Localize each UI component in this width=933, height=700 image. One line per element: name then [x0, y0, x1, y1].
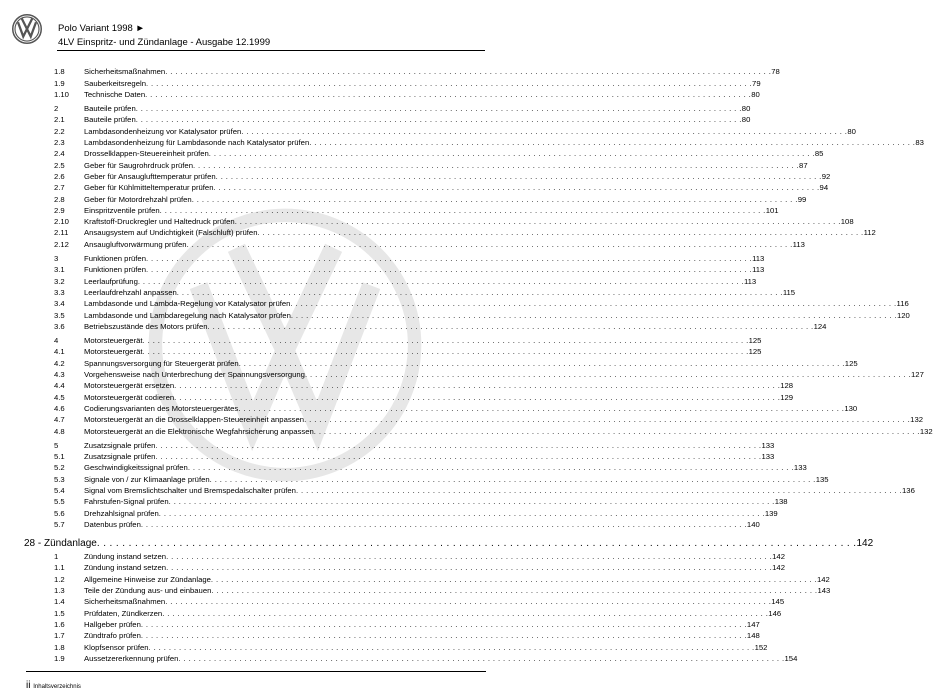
- toc-title: Bauteile prüfen: [84, 115, 136, 125]
- toc-title: Prüfdaten, Zündkerzen: [84, 608, 163, 618]
- toc-row[interactable]: [54, 451, 775, 462]
- toc-title: Zusatzsignale prüfen: [84, 440, 156, 450]
- toc-leader-dots: . . . . . . . . . . . . . . . . . . . . . . . . . . . . . . . . . . . . . . . . . . . . . . . . . . . . . . . . . . . . . . . . . . . . . . . . . . . . . . . . . . . . . . . . . . . . . . . . . . . . . . . . . . . . . . . . . . . . . . . .: [187, 463, 794, 473]
- toc-row[interactable]: [54, 473, 829, 484]
- toc-page-number: 133: [761, 452, 775, 462]
- toc-row[interactable]: [54, 227, 876, 238]
- toc-title: Teile der Zündung aus- und einbauen: [84, 586, 212, 596]
- toc-leader-dots: . . . . . . . . . . . . . . . . . . . . . . . . . . . . . . . . . . . . . . . . . . . . . . . . . . . . . . . . . . . . . . . . . . . . . . . . . . . . . . . . . . . . . . . . . . . . . . . . . . . . . . . . . . . . . . . . . . . . . . . .: [145, 254, 753, 264]
- toc-row[interactable]: [54, 287, 796, 298]
- toc-row[interactable]: [54, 414, 923, 425]
- toc-page-number: 154: [784, 653, 798, 663]
- toc-number: 5.5: [54, 497, 65, 507]
- toc-row[interactable]: [54, 264, 765, 275]
- toc-number: 2.3: [54, 138, 65, 148]
- toc-leader-dots: . . . . . . . . . . . . . . . . . . . . . . . . . . . . . . . . . . . . . . . . . . . . . . . . . . . . . . . . . . . . . . . . . . . . . . . . . . . . . . . . . . . . . . . . . . . . . . . . . . . . . . . . . . . . . . . . . . . . . . . .: [186, 239, 793, 249]
- toc-page-number: 140: [746, 519, 760, 529]
- toc-page-number: 132: [910, 415, 923, 425]
- toc-number: 2.12: [54, 239, 69, 249]
- toc-title: Geber für Motordrehzahl prüfen: [84, 194, 192, 204]
- toc-number: 3.2: [54, 276, 65, 286]
- toc-leader-dots: . . . . . . . . . . . . . . . . . . . . . . . . . . . . . . . . . . . . . . . . . . . . . . . . . . . . . . . . . . . . . . . . . . . . . . . . . . . . . . . . . . . . . . . . . . . . . . . . . . . . . . . . . . . . . . . . . . . . . . . .: [192, 160, 800, 170]
- toc-number: 4: [54, 336, 59, 346]
- toc-title: Zündtrafo prüfen: [84, 631, 141, 641]
- toc-title: Codierungsvarianten des Motorsteuergerätes: [84, 403, 239, 413]
- toc-row[interactable]: [54, 182, 829, 193]
- toc-leader-dots: . . . . . . . . . . . . . . . . . . . . . . . . . . . . . . . . . . . . . . . . . . . . . . . . . . . . . . . . . . . . . . . . . . . . . . . . . . . . . . . . . . . . . . . . . . . . . . . . . . . . . . . . . . . . . . . . . . . . . . . .: [158, 508, 765, 518]
- toc-row[interactable]: [54, 596, 785, 607]
- toc-row[interactable]: [54, 425, 933, 436]
- toc-title: Vorgehensweise nach Unterbrechung der Spannungsversorgung: [84, 370, 305, 380]
- toc-number: 2.10: [54, 217, 69, 227]
- toc-page-number: 85: [814, 149, 824, 159]
- toc-title: Signale von / zur Klimaanlage prüfen: [84, 474, 210, 484]
- toc-title: Bauteile prüfen: [84, 104, 136, 114]
- toc-page-number: 80: [847, 126, 856, 136]
- toc-title: Funktionen prüfen: [84, 265, 146, 275]
- toc-title: Motorsteuergerät an die Drosselklappen-Steuereinheit anpassen: [84, 415, 305, 425]
- toc-number: 3.4: [54, 299, 65, 309]
- toc-page-number: 136: [902, 485, 915, 495]
- toc-page-number: 125: [748, 336, 762, 346]
- toc-leader-dots: . . . . . . . . . . . . . . . . . . . . . . . . . . . . . . . . . . . . . . . . . . . . . . . . . . . . . . . . . . . . . . . . . . . . . . . . . . . . . . . . . . . . . . . . . . . . . . . . . . . . . . . . . . . . . . . . . . . . . . . .: [168, 497, 775, 507]
- toc-number: 4.2: [54, 358, 65, 368]
- toc-leader-dots: . . . . . . . . . . . . . . . . . . . . . . . . . . . . . . . . . . . . . . . . . . . . . . . . . . . . . . . . . . . . . . . . . . . . . . . . . . . . . . . . . . . . . . . . . . . . . . . . . . . . . . . . . . . . . . . . . . . . . . . .: [166, 563, 773, 573]
- toc-page-number: 139: [764, 508, 778, 518]
- toc-title: Lambdasondenheizung für Lambdasonde nach Katalysator prüfen: [84, 138, 310, 148]
- toc-page-number: 80: [741, 115, 751, 125]
- toc-leader-dots: . . . . . . . . . . . . . . . . . . . . . . . . . . . . . . . . . . . . . . . . . . . . . . . . . . . . . . . . . . . . . . . . . . . . . . . . . . . . . . . . . . . . . . . . . . . . . . . . . . . . . . . . . . . . . . . . . . . . . . . .: [191, 194, 798, 204]
- toc-leader-dots: . . . . . . . . . . . . . . . . . . . . . . . . . . . . . . . . . . . . . . . . . . . . . . . . . . . . . . . . . . . . . . . . . . . . . . . . . . . . . . . . . . . . . . . . . . . . . . . . . . . . . . . . . . . . . . . . . . . . . . . .: [290, 310, 897, 320]
- toc-leader-dots: . . . . . . . . . . . . . . . . . . . . . . . . . . . . . . . . . . . . . . . . . . . . . . . . . . . . . . . . . . . . . . . . . . . . . . . . . . . . . . . . . . . . . . . . . . . . . . . . . . . . . . . . . . . . . . . . . . . . . . . .: [155, 440, 762, 450]
- toc-page-number: 135: [815, 474, 829, 484]
- toc-number: 5.2: [54, 463, 65, 473]
- toc-number: 1.3: [54, 586, 65, 596]
- toc-row[interactable]: [54, 573, 830, 584]
- toc-title: Geber für Kühlmitteltemperatur prüfen: [84, 183, 214, 193]
- toc-page-number: 142: [817, 574, 830, 584]
- toc-number: 1.8: [54, 642, 65, 652]
- toc-number: 4.3: [54, 370, 65, 380]
- toc-page-number: 147: [746, 619, 760, 629]
- toc-page-number: 113: [752, 265, 765, 275]
- toc-row[interactable]: [54, 77, 761, 88]
- toc-row[interactable]: [54, 653, 798, 664]
- toc-title: Hallgeber prüfen: [84, 619, 141, 629]
- toc-leader-dots: . . . . . . . . . . . . . . . . . . . . . . . . . . . . . . . . . . . . . . . . . . . . . . . . . . . . . . . . . . . . . . . . . . . . . . . . . . . . . . . . . . . . . . . . . . . . . . . . . . . . . . . . . . . . . . . . . . . . . . . .: [145, 89, 752, 99]
- toc-leader-dots: . . . . . . . . . . . . . . . . . . . . . . . . . . . . . . . . . . . . . . . . . . . . . . . . . . . . . . . . . . . . . . . . . . . . . . . . . . . . . . . . . . . . . . . . . . . . . . . . . . . . . . . . . . . . . . . . . . . . . . . .: [142, 336, 749, 346]
- toc-number: 1.2: [54, 574, 65, 584]
- toc-title: Datenbus prüfen: [84, 519, 141, 529]
- toc-page-number: 78: [771, 67, 780, 77]
- toc-number: 1.4: [54, 597, 65, 607]
- toc-row[interactable]: [54, 607, 782, 618]
- toc-title: Leerlaufprüfung: [84, 276, 138, 286]
- toc-number: 4.7: [54, 415, 65, 425]
- toc-leader-dots: . . . . . . . . . . . . . . . . . . . . . . . . . . . . . . . . . . . . . . . . . . . . . . . . . . . . . . . . . . . . . . . . . . . . . . . . . . . . . . . . . . . . . . . . . . . . . . . . . . . . . . . . . . . . . . . . . . . . . . . .: [142, 347, 749, 357]
- toc-leader-dots: . . . . . . . . . . . . . . . . . . . . . . . . . . . . . . . . . . . . . . . . . . . . . . . . . . . . . . . . . . . . . . . . . . . . . . . . . . . . . . . . . . . . . . . . . . . . . . . . . . . . . . . . . . . . . . . . . . . . . . . .: [211, 586, 818, 596]
- toc-leader-dots: . . . . . . . . . . . . . . . . . . . . . . . . . . . . . . . . . . . . . . . . . . . . . . . . . . . . . . . . . . . . . . . . . . . . . . . . . . . . . . . . . . . . . . . . . . . . . . . . . . . . . . . . . . . . . . . . . . . . . . . .: [238, 358, 845, 368]
- toc-leader-dots: . . . . . . . . . . . . . . . . . . . . . . . . . . . . . . . . . . . . . . . . . . . . . . . . . . . . . . . . . . . . . . . . . . . . . . . . . . . . . . . . . . . . . . . . . . . . . . . . . . . . . . . . . . . . . . . . . . . . . . . .: [210, 574, 817, 584]
- toc-leader-dots: . . . . . . . . . . . . . . . . . . . . . . . . . . . . . . . . . . . . . . . . . . . . . . . . . . . . . . . . . . . . . . . . . . . . . . . . . . . . . . . . . . . . . . . . . . . . . . . . . . . . . . . . . . . . . . . . . . . . . . . .: [176, 287, 783, 297]
- toc-title: Zündung instand setzen: [84, 563, 167, 573]
- toc-number: 1.1: [54, 563, 65, 573]
- toc-number: 2.7: [54, 183, 65, 193]
- footer-rule: [26, 671, 486, 672]
- toc-leader-dots: . . . . . . . . . . . . . . . . . . . . . . . . . . . . . . . . . . . . . . . . . . . . . . . . . . . . . . . . . . . . . . . . . . . . . . . . . . . . . . . . . . . . . . . . . . . . . . . . . . . . . . . . . . . . . . . . . . . . . . . .: [174, 381, 781, 391]
- page-footer: [26, 680, 81, 691]
- toc-page-number: 101: [765, 205, 779, 215]
- toc-leader-dots: . . . . . . . . . . . . . . . . . . . . . . . . . . . . . . . . . . . . . . . . . . . . . . . . . . . . . . . . . . . . . . . . . . . . . . . . . . . . . . . . . . . . . . . . . . . . . . . . . . . . . . . . . . . . . . . . . . . . . . . .: [241, 126, 848, 136]
- toc-page-number: 79: [752, 78, 761, 88]
- toc-page-number: 142: [772, 563, 785, 573]
- toc-leader-dots: . . . . . . . . . . . . . . . . . . . . . . . . . . . . . . . . . . . . . . . . . . . . . . . . . . . . . . . . . . . . . . . . . . . . . . . . . . . . . . . . . . . . . . . . . . . . . . . . . . . . . . . . . . . . . . . . . . . . . . . .: [295, 485, 903, 495]
- toc-title: Sicherheitsmaßnahmen: [84, 67, 166, 77]
- toc-leader-dots: . . . . . . . . . . . . . . . . . . . . . . . . . . . . . . . . . . . . . . . . . . . . . . . . . . . . . . . . . . . . . . . . . . . . . . . . . . . . . . . . . . . . . . . . . . . . . . . . . . . . . . . . . . . . . . . . . . . . . . . .: [145, 78, 753, 88]
- toc-page-number: 145: [771, 597, 785, 607]
- page-number: ii: [26, 680, 31, 691]
- toc-leader-dots: . . . . . . . . . . . . . . . . . . . . . . . . . . . . . . . . . . . . . . . . . . . . . . . . . . . . . . . . . . . . . . . . . . . . . . . . . . . . . . . . . . . . . . . . . . . . . . . . . . . . . . . . . . . . . . . . . . . . . . . .: [140, 619, 747, 629]
- toc-title: Geber für Saugrohrdruck prüfen: [84, 160, 193, 170]
- toc-leader-dots: . . . . . . . . . . . . . . . . . . . . . . . . . . . . . . . . . . . . . . . . . . . . . . . . . . . . . . . . . . . . . . . . . . . . . . . . . . . . . . . . . . . . . . . . . . . . . . . . . . . . . . . . . . . . . . . . . . . . . . . .: [165, 597, 772, 607]
- section-label: Inhaltsverzeichnis: [33, 684, 81, 690]
- toc-row[interactable]: [54, 485, 915, 496]
- toc-title: Zusatzsignale prüfen: [84, 452, 156, 462]
- toc-page-number: 124: [813, 321, 827, 331]
- toc-leader-dots: . . . . . . . . . . . . . . . . . . . . . . . . . . . . . . . . . . . . . . . . . . . . . . . . . . . . . . . . . . . . . . . . . . . . . . . . . . . . . . . . . . . . . . . . . . . . . . . . . . . . . . . . . . . . . . . . . . . . . . . .: [178, 653, 785, 663]
- toc-row[interactable]: [54, 630, 760, 641]
- toc-row[interactable]: [54, 114, 751, 125]
- toc-page-number: 87: [799, 160, 808, 170]
- toc-leader-dots: . . . . . . . . . . . . . . . . . . . . . . . . . . . . . . . . . . . . . . . . . . . . . . . . . . . . . . . . . . . . . . . . . . . . . . . . . . . . . . . . . . . . . . . . . . . . . . . . . . . . . . . . . . . . . . . . . . . . . . . .: [215, 171, 822, 181]
- toc-page-number: 80: [741, 104, 751, 114]
- toc-row[interactable]: [54, 641, 768, 652]
- toc-page-number: 129: [780, 392, 794, 402]
- toc-page-number: 142: [856, 537, 874, 549]
- toc-page-number: 92: [821, 171, 831, 181]
- toc-page-number: 130: [844, 403, 858, 413]
- toc-row[interactable]: [54, 519, 760, 530]
- toc-number: 2.5: [54, 160, 65, 170]
- toc-page-number: 115: [782, 287, 796, 297]
- toc-leader-dots: . . . . . . . . . . . . . . . . . . . . . . . . . . . . . . . . . . . . . . . . . . . . . . . . . . . . . . . . . . . . . . . . . . . . . . . . . . . . . . . . . . . . . . . . . . . . . . . . . . . . . . . . . . . . . . . . . . . . . . . .: [148, 642, 755, 652]
- toc-page-number: 112: [863, 228, 876, 238]
- toc-title: Ansaugsystem auf Undichtigkeit (Falschluft) prüfen: [84, 228, 258, 238]
- toc-leader-dots: . . . . . . . . . . . . . . . . . . . . . . . . . . . . . . . . . . . . . . . . . . . . . . . . . . . . . . . . . . . . . . . . . . . . . . . . . . . . . . . . . . . . . . . . . . . . . . . . . . . . . . . . . . . . . . . . . . . . . . . .: [238, 403, 845, 413]
- toc-page-number: 80: [751, 89, 760, 99]
- toc-number: 1.9: [54, 78, 65, 88]
- toc-title: Allgemeine Hinweise zur Zündanlage: [84, 574, 211, 584]
- toc-number: 4.6: [54, 403, 65, 413]
- toc-row[interactable]: [54, 321, 827, 332]
- toc-number: 1: [54, 552, 59, 562]
- toc-page-number: 83: [915, 138, 924, 148]
- toc-row[interactable]: [54, 238, 805, 249]
- toc-leader-dots: . . . . . . . . . . . . . . . . . . . . . . . . . . . . . . . . . . . . . . . . . . . . . . . . . . . . . . . . . . . . . . . . . . . . . . . . . . . . . . . . . . . . . . . . . . . . . . . . . . . . . . . . . . . . . . . . . . . . . . . .: [140, 519, 747, 529]
- toc-title: Ansaugluftvorwärmung prüfen: [84, 239, 187, 249]
- toc-title: Aussetzererkennung prüfen: [84, 653, 179, 663]
- toc-leader-dots: . . . . . . . . . . . . . . . . . . . . . . . . . . . . . . . . . . . . . . . . . . . . . . . . . . . . . . . . . . . . . . . . . . . . . . . . . . . . . . . . . . . . . . . . . . . . . . . . . . . . . . . . . . . . . . . . . . . . . . . .: [208, 149, 815, 159]
- toc-title: Geber für Ansauglufttemperatur prüfen: [84, 171, 216, 181]
- toc-number: 2: [54, 104, 59, 114]
- toc-row[interactable]: [54, 619, 760, 630]
- toc-number: 5.1: [54, 452, 65, 462]
- toc-title: Technische Daten: [84, 89, 146, 99]
- toc-leader-dots: . . . . . . . . . . . . . . . . . . . . . . . . . . . . . . . . . . . . . . . . . . . . . . . . . . . . . . . . . . . . . . . . . . . . . . . . . . . . . . . . . . . . . . . . . . . . . . . . . . . . . . . . . . . . . . . . . . . . . . . .: [304, 370, 912, 380]
- toc-row[interactable]: [54, 205, 779, 216]
- toc-row[interactable]: [54, 137, 924, 148]
- toc-leader-dots: . . . . . . . . . . . . . . . . . . . . . . . . . . . . . . . . . . . . . . . . . . . . . . . . . . . . . . . . . . . . . . . . . . . . . . . . . . . . . . . . . . . . . . . . . . . . . . . . . . . . . . . . . . . . . . . . . . . . . . . .: [234, 217, 841, 227]
- toc-row[interactable]: [54, 171, 831, 182]
- toc-row[interactable]: [54, 346, 762, 357]
- toc-row[interactable]: [54, 253, 765, 264]
- toc-leader-dots: . . . . . . . . . . . . . . . . . . . . . . . . . . . . . . . . . . . . . . . . . . . . . . . . . . . . . . . . . . . . . . . . . . . . . . . . . . . . . . . . . . . . . . . . . . . . . . . . . . . . . . . . . . . . . . . . . . . . . . . .: [209, 474, 816, 484]
- toc-leader-dots: . . . . . . . . . . . . . . . . . . . . . . . . . . . . . . . . . . . . . . . . . . . . . . . . . . . . . . . . . . . . . . . . . . . . . . . . . . . . . . . . . . . . . . . . . . . . . . . . . . . . . . . . . . . . . . . . . . . . . . . .: [159, 205, 766, 215]
- toc-title: Motorsteuergerät an die Elektronische Wegfahrsicherung anpassen: [84, 426, 314, 436]
- toc-row[interactable]: [54, 103, 751, 114]
- toc-row[interactable]: [54, 369, 924, 380]
- toc-row[interactable]: [54, 159, 808, 170]
- toc-title: Drehzahlsignal prüfen: [84, 508, 159, 518]
- toc-number: 4.4: [54, 381, 65, 391]
- toc-row[interactable]: [54, 216, 854, 227]
- toc-number: 4.5: [54, 392, 65, 402]
- header-rule: [57, 50, 485, 51]
- toc-title: Funktionen prüfen: [84, 254, 146, 264]
- toc-page-number: 133: [793, 463, 807, 473]
- toc-title: Einspritzventile prüfen: [84, 205, 160, 215]
- toc-page-number: 146: [768, 608, 782, 618]
- toc-leader-dots: . . . . . . . . . . . . . . . . . . . . . . . . . . . . . . . . . . . . . . . . . . . . . . . . . . . . . . . . . . . . . . . . . . . . . . . . . . . . . . . . . . . . . . . . . . . . . . . . . . . . . . . . . . . . . . . . . . . . . . . .: [313, 426, 920, 436]
- document-title: Polo Variant 1998 ►: [58, 23, 145, 34]
- toc-leader-dots: . . . . . . . . . . . . . . . . . . . . . . . . . . . . . . . . . . . . . . . . . . . . . . . . . . . . . . . . . . . . . . . . . . . . . . . . . . . . . . . . . . . . . . . . . . . . . . . . . . . . . . . . . . . . . . . . . . . . . . . .: [304, 415, 911, 425]
- toc-page-number: 152: [754, 642, 768, 652]
- toc-leader-dots: . . . . . . . . . . . . . . . . . . . . . . . . . . . . . . . . . . . . . . . . . . . . . . . . . . . . . . . . . . . . . . . . . . . . . . . . . . . . . . . . . . . . . . . . . . . . . . . . . . . . . . . . . . . . . . . . . . . . . . . .: [257, 228, 864, 238]
- toc-row[interactable]: [54, 309, 910, 320]
- toc-title: Geschwindigkeitssignal prüfen: [84, 463, 188, 473]
- toc-row[interactable]: [54, 551, 785, 562]
- toc-number: 5.4: [54, 485, 65, 495]
- toc-leader-dots: . . . . . . . . . . . . . . . . . . . . . . . . . . . . . . . . . . . . . . . . . . . . . . . . . . . . . . . . . . . . . . . . . . . . . . . . . . . . . . . . . . . . . . . . . . . . . . . . . . . . . . . . . . . . . . . . . . . . . . . .: [155, 452, 762, 462]
- toc-row[interactable]: [54, 380, 794, 391]
- toc-number: 4.8: [54, 426, 65, 436]
- toc-title: Kraftstoff-Druckregler und Haltedruck prüfen: [84, 217, 235, 227]
- toc-row[interactable]: [54, 66, 780, 77]
- toc-page-number: 120: [896, 310, 910, 320]
- toc-row[interactable]: [54, 462, 807, 473]
- toc-title: Fahrstufen-Signal prüfen: [84, 497, 169, 507]
- toc-page-number: 148: [746, 631, 760, 641]
- toc-number: 1.10: [54, 89, 69, 99]
- toc-row[interactable]: [54, 298, 909, 309]
- toc-page-number: 108: [840, 217, 854, 227]
- toc-number: 3: [54, 254, 59, 264]
- toc-page-number: 125: [748, 347, 762, 357]
- toc-leader-dots: . . . . . . . . . . . . . . . . . . . . . . . . . . . . . . . . . . . . . . . . . . . . . . . . . . . . . . . . . . . . . . . . . . . . . . . . . . . . . . . . . . . . . . . . . . . . . . . . . . . . . . . . . . . . . . . . . . . . . . . .: [135, 115, 742, 125]
- toc-title: Betriebszustände des Motors prüfen: [84, 321, 208, 331]
- toc-page-number: 125: [844, 358, 858, 368]
- toc-row[interactable]: [54, 585, 831, 596]
- toc-row[interactable]: [54, 125, 856, 136]
- toc-title: Drosselklappen-Steuereinheit prüfen: [84, 149, 209, 159]
- toc-page-number: 132: [919, 426, 933, 436]
- toc-page-number: 133: [761, 440, 775, 450]
- toc-row[interactable]: [54, 507, 778, 518]
- toc-leader-dots: . . . . . . . . . . . . . . . . . . . . . . . . . . . . . . . . . . . . . . . . . . . . . . . . . . . . . . . . . . . . . . . . . . . . . . . . . . . . . . . . . . . . . . . . . . . . . . . . . . . . . . . . . . . . . . . . . . . . . . . .: [165, 67, 772, 77]
- toc-leader-dots: . . . . . . . . . . . . . . . . . . . . . . . . . . . . . . . . . . . . . . . . . . . . . . . . . . . . . . . . . . . . . . . . . . . . . . . . . . . . . . . . . . . . . . . . . . . . . . . . . . . . . . . . . . . . . . . . . . . . . . . .: [162, 608, 769, 618]
- toc-row[interactable]: [54, 193, 807, 204]
- toc-page-number: 143: [817, 586, 831, 596]
- toc-title: Lambdasonde und Lambda-Regelung vor Katalysator prüfen: [84, 299, 291, 309]
- toc-leader-dots: . . . . . . . . . . . . . . . . . . . . . . . . . . . . . . . . . . . . . . . . . . . . . . . . . . . . . . . . . . . . . . . . . . . . . . . . . . . . . . . . . . . . . . . . . . . . . . . . . . . . . . . . . . . . . . . . . . . . . . . .: [137, 276, 744, 286]
- toc-row[interactable]: [54, 89, 760, 100]
- toc-title: Sauberkeitsregeln: [84, 78, 146, 88]
- toc-row[interactable]: [54, 440, 775, 451]
- toc-number: 2.4: [54, 149, 65, 159]
- toc-row[interactable]: [54, 148, 824, 159]
- toc-leader-dots: . . . . . . . . . . . . . . . . . . . . . . . . . . . . . . . . . . . . . . . . . . . . . . . . . . . . . . . . . . . . . . . . . . . . . . . . . . . . . . . . . . . . . . . . . . . . . . . . . . . . . . . . . . . . . . . . . . . . . . . .: [290, 299, 897, 309]
- toc-number: 5: [54, 440, 59, 450]
- toc-leader-dots: . . . . . . . . . . . . . . . . . . . . . . . . . . . . . . . . . . . . . . . . . . . . . . . . . . . . . . . . . . . . . . . . . . . . . . . . . . . . . . . . . . . . . . . . . . . . . . . . . . . . . . . . . . . . . . . . . . . . . . . .: [174, 392, 781, 402]
- toc-row[interactable]: [54, 562, 785, 573]
- toc-page-number: 113: [743, 276, 757, 286]
- toc-number: 2.6: [54, 171, 65, 181]
- toc-page-number: 113: [752, 254, 765, 264]
- vw-logo-icon: [12, 14, 42, 44]
- toc-number: 4.1: [54, 347, 65, 357]
- toc-title: Spannungsversorgung für Steuergerät prüfen: [84, 358, 239, 368]
- toc-leader-dots: . . . . . . . . . . . . . . . . . . . . . . . . . . . . . . . . . . . . . . . . . . . . . . . . . . . . . . . . . . . . . . . . . . . . . . . . . . . . . . . . . . . . . . . . . . . . . . . . . . . . . . . . . . . . . . . . . . . . . . . .: [207, 321, 814, 331]
- toc-number: 3.3: [54, 287, 65, 297]
- toc-number: 1.9: [54, 653, 65, 663]
- toc-title: Zündung instand setzen: [84, 552, 167, 562]
- toc-number: 3.6: [54, 321, 65, 331]
- toc-row[interactable]: [54, 357, 858, 368]
- toc-number: 1.8: [54, 67, 65, 77]
- toc-leader-dots: . . . . . . . . . . . . . . . . . . . . . . . . . . . . . . . . . . . . . . . . . . . . . . . . . . . . . . . . . . . . . . . . . . . . . . . . . . . . . . . . . . . . . . . . . . . . . . . . . . . . . . . . . . . . . . . . . . . . . . . .: [166, 552, 773, 562]
- toc-title: Motorsteuergerät ersetzen: [84, 381, 175, 391]
- toc-page-number: 142: [772, 552, 785, 562]
- toc-number: 1.7: [54, 631, 65, 641]
- toc-number: 2.2: [54, 126, 65, 136]
- toc-row[interactable]: [54, 403, 858, 414]
- toc-title: Sicherheitsmaßnahmen: [84, 597, 166, 607]
- toc-leader-dots: . . . . . . . . . . . . . . . . . . . . . . . . . . . . . . . . . . . . . . . . . . . . . . . . . . . . . . . . . . . . . . . . . . . . . . . . . . . . . . . . . . . . . . . . . . . . . . . . . . . . . . . . . . . . . . . . . . . . . . . .: [140, 631, 747, 641]
- toc-number: 2.1: [54, 115, 65, 125]
- toc-page-number: 127: [911, 370, 924, 380]
- toc-title: 28 - Zündanlage: [24, 537, 97, 549]
- toc-page-number: 138: [774, 497, 788, 507]
- toc-leader-dots: . . . . . . . . . . . . . . . . . . . . . . . . . . . . . . . . . . . . . . . . . . . . . . . . . . . . . . . . . . . . . . . . . . . . . . . . . . . . . . . . . . . . . . . . . . . . . . . . . . . . . . . . . . . . . . . . . . . . . . . .: [145, 265, 753, 275]
- toc-title: Motorsteuergerät: [84, 347, 143, 357]
- toc-row[interactable]: [54, 391, 794, 402]
- toc-page-number: 128: [780, 381, 794, 391]
- toc-number: 3.5: [54, 310, 65, 320]
- toc-title: Motorsteuergerät codieren: [84, 392, 175, 402]
- toc-number: 5.6: [54, 508, 65, 518]
- toc-chapter-row[interactable]: [24, 535, 874, 549]
- toc-leader-dots: . . . . . . . . . . . . . . . . . . . . . . . . . . . . . . . . . . . . . . . . . . . . . . . . . . . . . . . . . . . . . . . . . . . . . . . . . . . . . . . . . . . . . . . . . . . . . . . . . . . . . . . . . . . . . . . . . . . . . . . .: [309, 138, 916, 148]
- toc-number: 2.9: [54, 205, 65, 215]
- toc-row[interactable]: [54, 496, 788, 507]
- toc-title: Klopfsensor prüfen: [84, 642, 149, 652]
- toc-row[interactable]: [54, 335, 762, 346]
- toc-leader-dots: . . . . . . . . . . . . . . . . . . . . . . . . . . . . . . . . . . . . . . . . . . . . . . . . . . . . . . . . . . . . . . . . . . . . . . . . . . . . . . . . . . . . . . . . . . . . . . . . . . . . . . . . . . . . . . . . . . . . . . . .: [213, 183, 820, 193]
- document-subtitle: 4LV Einspritz- und Zündanlage - Ausgabe 12.1999: [58, 37, 271, 48]
- toc-number: 2.8: [54, 194, 65, 204]
- toc-page-number: 94: [819, 183, 829, 193]
- toc-number: 2.11: [54, 228, 69, 238]
- toc-title: Lambdasondenheizung vor Katalysator prüfen: [84, 126, 242, 136]
- toc-title: Motorsteuergerät: [84, 336, 143, 346]
- toc-number: 3.1: [54, 265, 65, 275]
- toc-page-number: 99: [797, 194, 807, 204]
- toc-page-number: 116: [896, 299, 909, 309]
- toc-title: Leerlaufdrehzahl anpassen: [84, 287, 177, 297]
- toc-leader-dots: . . . . . . . . . . . . . . . . . . . . . . . . . . . . . . . . . . . . . . . . . . . . . . . . . . . . . . . . . . . . . . . . . . . . . . . . . . . . . . . . . . . . . . . . . . . . . . . . . . . . . . . . . . . . . . . . . . . . . . . .: [96, 537, 857, 549]
- toc-number: 5.3: [54, 474, 65, 484]
- toc-page-number: 113: [792, 239, 805, 249]
- toc-row[interactable]: [54, 275, 757, 286]
- table-of-contents: [24, 66, 933, 664]
- toc-number: 5.7: [54, 519, 65, 529]
- toc-title: Lambdasonde und Lambdaregelung nach Katalysator prüfen: [84, 310, 291, 320]
- toc-number: 1.5: [54, 608, 65, 618]
- toc-leader-dots: . . . . . . . . . . . . . . . . . . . . . . . . . . . . . . . . . . . . . . . . . . . . . . . . . . . . . . . . . . . . . . . . . . . . . . . . . . . . . . . . . . . . . . . . . . . . . . . . . . . . . . . . . . . . . . . . . . . . . . . .: [135, 104, 742, 114]
- toc-number: 1.6: [54, 619, 65, 629]
- toc-title: Signal vom Bremslichtschalter und Bremspedalschalter prüfen: [84, 485, 296, 495]
